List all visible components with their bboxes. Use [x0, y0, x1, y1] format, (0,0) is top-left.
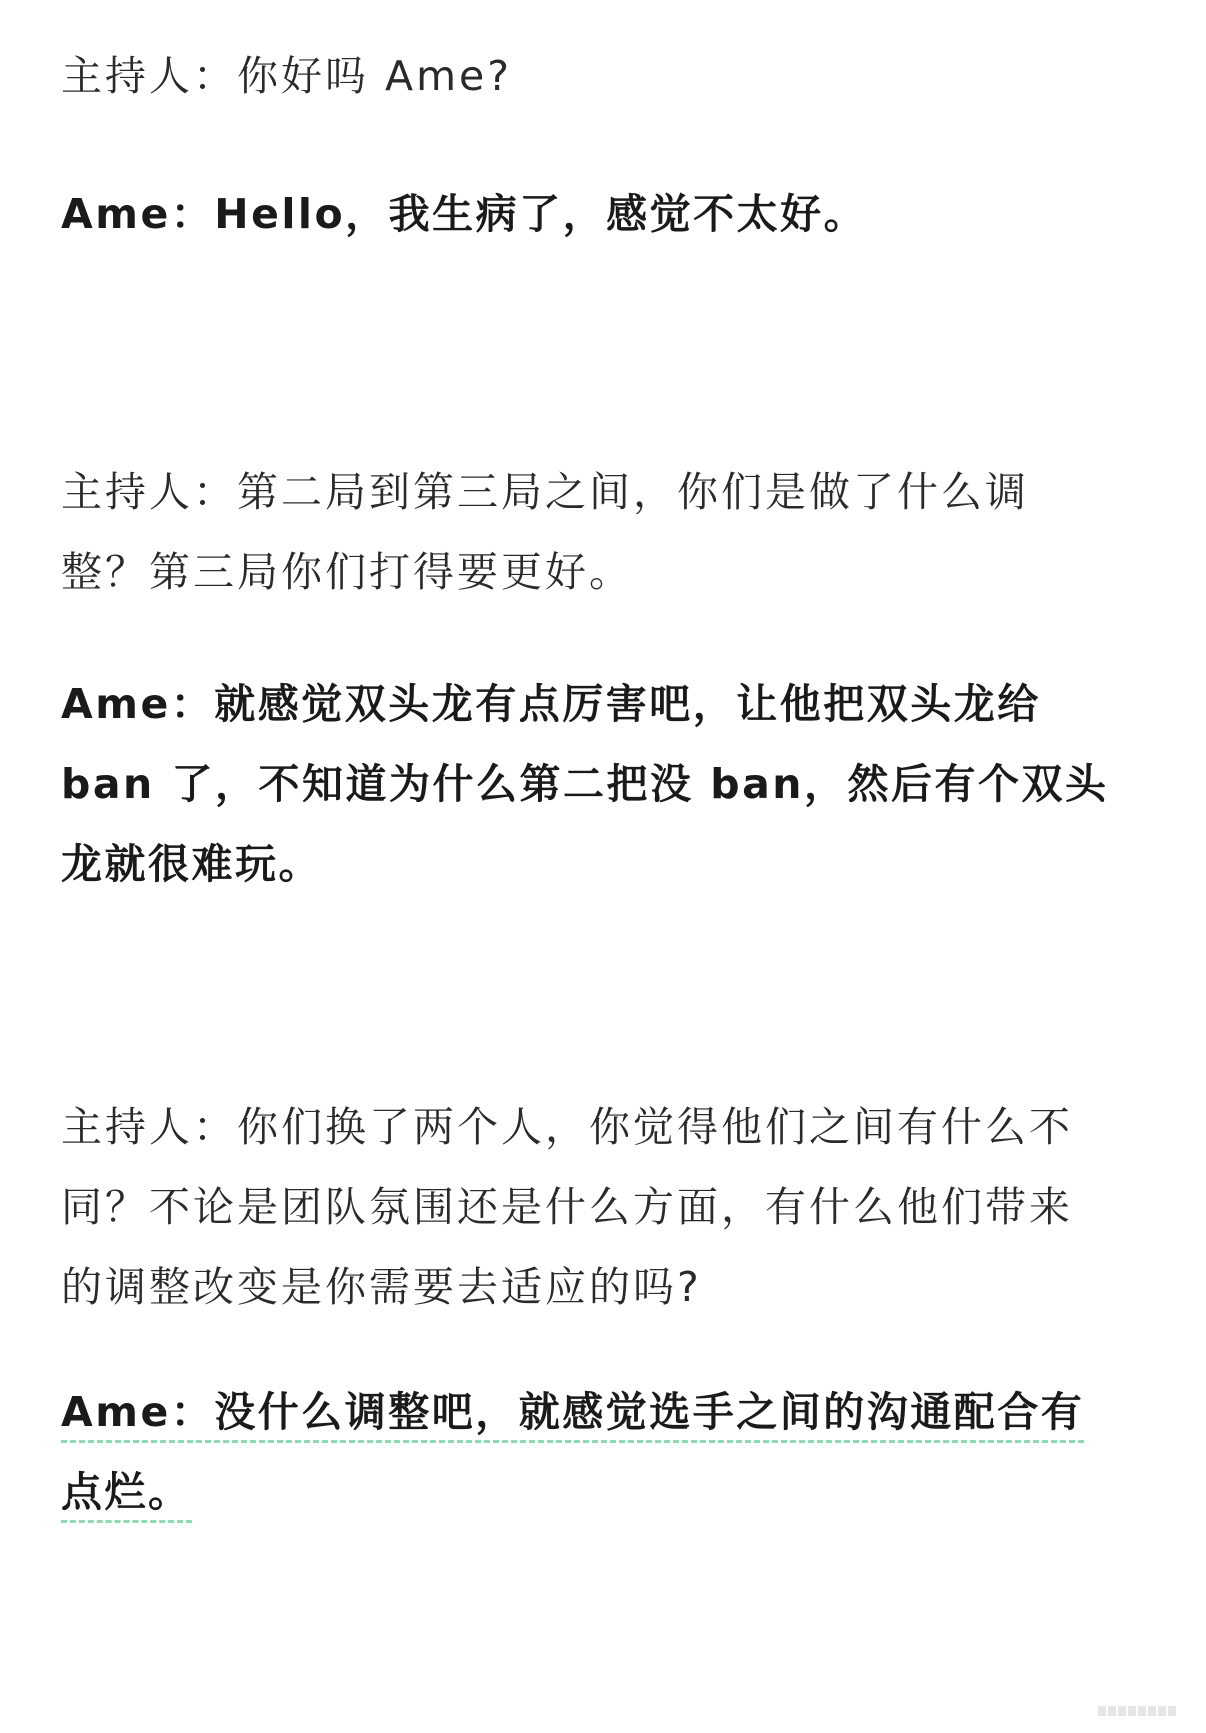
underlined-text: Ame：没什么调整吧，就感觉选手之间的沟通配合有 [61, 1388, 1084, 1443]
ame-answer-3 [61, 1372, 1146, 1532]
paragraph-line: 主持人：第二局到第三局之间，你们是做了什么调 [61, 468, 1029, 516]
paragraph-line: 主持人：你们换了两个人，你觉得他们之间有什么不 [61, 1103, 1073, 1151]
underlined-text: 点烂。 [61, 1468, 192, 1523]
paragraph-line-underlined [61, 1372, 1146, 1452]
ame-answer-2 [61, 664, 1146, 904]
paragraph-line-underlined [61, 1452, 1146, 1532]
host-question-1 [61, 36, 1146, 116]
host-question-3 [61, 1087, 1146, 1327]
paragraph-line: 的调整改变是你需要去适应的吗? [61, 1263, 702, 1311]
paragraph-line: ban 了，不知道为什么第二把没 ban，然后有个双头 [61, 760, 1109, 808]
paragraph-line: Ame：Hello，我生病了，感觉不太好。 [61, 190, 868, 238]
ame-answer-1 [61, 174, 1146, 254]
paragraph-line: 同？不论是团队氛围还是什么方面，有什么他们带来 [61, 1183, 1073, 1231]
watermark-logo [1098, 1701, 1188, 1723]
paragraph-line: 龙就很难玩。 [61, 840, 322, 888]
host-question-2 [61, 452, 1146, 612]
paragraph-line: 整？第三局你们打得要更好。 [61, 548, 633, 596]
paragraph-line: Ame：就感觉双头龙有点厉害吧，让他把双头龙给 [61, 680, 1041, 728]
paragraph-line: 主持人：你好吗 Ame? [61, 52, 513, 100]
